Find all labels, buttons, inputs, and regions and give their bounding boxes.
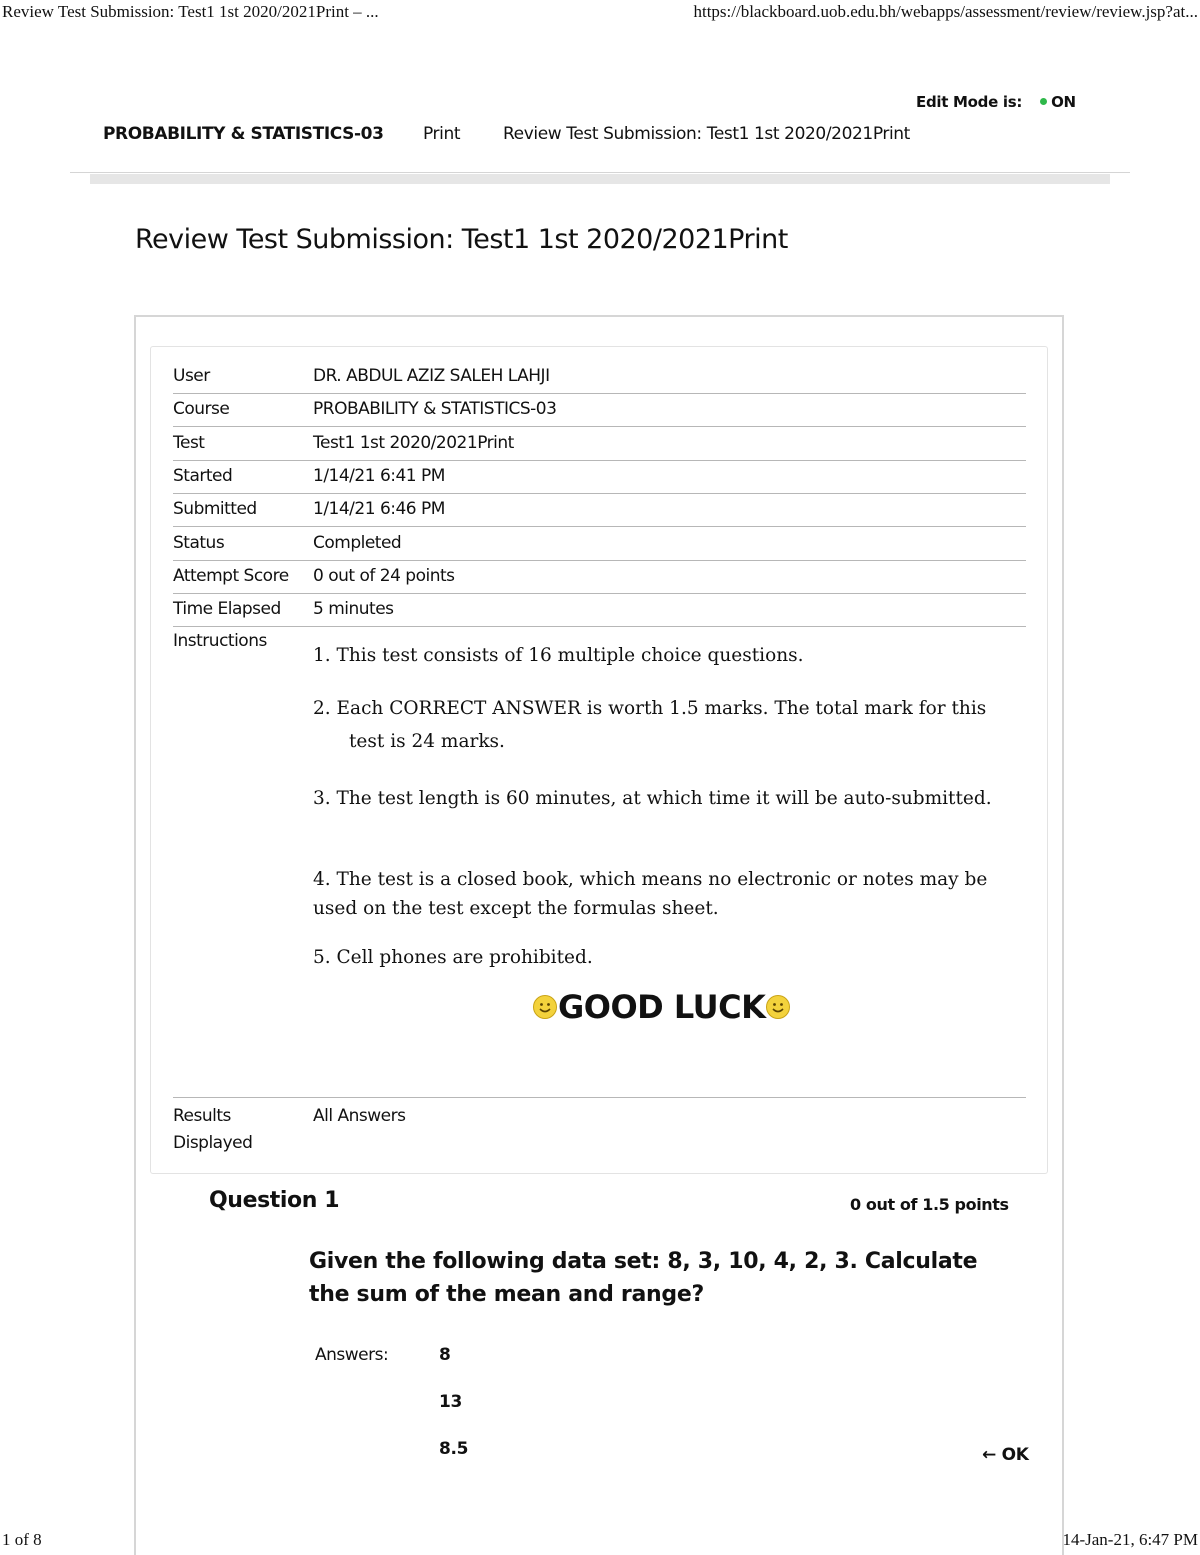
print-footer-datetime: 14-Jan-21, 6:47 PM <box>1062 1530 1198 1549</box>
detail-label: Status <box>173 533 225 553</box>
instruction-item: 1. This test consists of 16 multiple choice questions. <box>313 645 804 666</box>
detail-row-time-elapsed <box>173 594 1026 627</box>
detail-value: Test1 1st 2020/2021Print <box>313 433 514 453</box>
smiley-face-icon <box>766 995 790 1019</box>
good-luck-text: GOOD LUCK <box>558 988 766 1026</box>
print-header-title: Review Test Submission: Test1 1st 2020/2021Print – ... <box>2 2 379 21</box>
detail-row-user <box>173 361 1026 394</box>
detail-value: 0 out of 24 points <box>313 566 455 586</box>
results-displayed-label: Results Displayed <box>173 1106 253 1153</box>
answer-option: 13 <box>439 1392 463 1412</box>
detail-label: Attempt Score <box>173 566 289 586</box>
breadcrumb-print[interactable]: Print <box>423 124 461 144</box>
instruction-item: 5. Cell phones are prohibited. <box>313 947 593 968</box>
status-dot-icon <box>1040 98 1047 105</box>
edit-mode-toggle[interactable] <box>916 93 1076 111</box>
ok-marker: ← OK <box>982 1445 1029 1465</box>
detail-label: Course <box>173 399 230 419</box>
results-displayed-value: All Answers <box>313 1106 406 1126</box>
detail-value: 1/14/21 6:46 PM <box>313 499 445 519</box>
print-footer <box>0 1530 1200 1554</box>
detail-row-status <box>173 528 1026 561</box>
answer-option: 8 <box>439 1345 451 1365</box>
detail-label: Submitted <box>173 499 257 519</box>
print-header-url: https://blackboard.uob.edu.bh/webapps/assessment/review/review.jsp?at... <box>693 2 1198 21</box>
answers-label: Answers: <box>315 1345 389 1365</box>
detail-row-course <box>173 394 1026 427</box>
breadcrumb-divider <box>70 172 1130 173</box>
instruction-item: 4. The test is a closed book, which means no electronic or notes may be used on the test except the formulas sheet. <box>313 869 988 919</box>
detail-value: PROBABILITY & STATISTICS-03 <box>313 399 557 419</box>
print-footer-page: 1 of 8 <box>2 1530 42 1549</box>
question-title: Question 1 <box>209 1188 340 1213</box>
breadcrumb-course[interactable]: PROBABILITY & STATISTICS-03 <box>103 124 384 144</box>
detail-value: 1/14/21 6:41 PM <box>313 466 445 486</box>
detail-value: DR. ABDUL AZIZ SALEH LAHJI <box>313 366 550 386</box>
instruction-item: 3. The test length is 60 minutes, at which time it will be auto-submitted. <box>313 788 992 809</box>
detail-value: 5 minutes <box>313 599 394 619</box>
question-points: 0 out of 1.5 points <box>850 1195 1009 1214</box>
good-luck-banner <box>532 988 791 1026</box>
detail-label: Started <box>173 466 233 486</box>
breadcrumb-shadow-band <box>90 174 1110 184</box>
page-title: Review Test Submission: Test1 1st 2020/2021Print <box>135 224 788 255</box>
results-divider <box>173 1097 1026 1098</box>
detail-row-test <box>173 428 1026 461</box>
detail-row-started <box>173 461 1026 494</box>
answer-option: 8.5 <box>439 1439 469 1459</box>
edit-mode-label: Edit Mode is: <box>916 93 1023 111</box>
question-text: Given the following data set: 8, 3, 10, 4, 2, 3. Calculate the sum of the mean and range? <box>309 1249 978 1307</box>
detail-row-attempt-score <box>173 561 1026 594</box>
instructions-label: Instructions <box>173 631 267 651</box>
detail-label: Test <box>173 433 205 453</box>
edit-mode-state: ON <box>1051 93 1076 111</box>
detail-row-submitted <box>173 494 1026 527</box>
detail-label: User <box>173 366 210 386</box>
detail-label: Time Elapsed <box>173 599 281 619</box>
smiley-face-icon <box>533 995 557 1019</box>
print-header <box>0 2 1200 26</box>
instruction-item: 2. Each CORRECT ANSWER is worth 1.5 marks. The total mark for this test is 24 marks. <box>313 698 987 752</box>
breadcrumb-current-page: Review Test Submission: Test1 1st 2020/2021Print <box>503 124 910 144</box>
detail-value: Completed <box>313 533 402 553</box>
